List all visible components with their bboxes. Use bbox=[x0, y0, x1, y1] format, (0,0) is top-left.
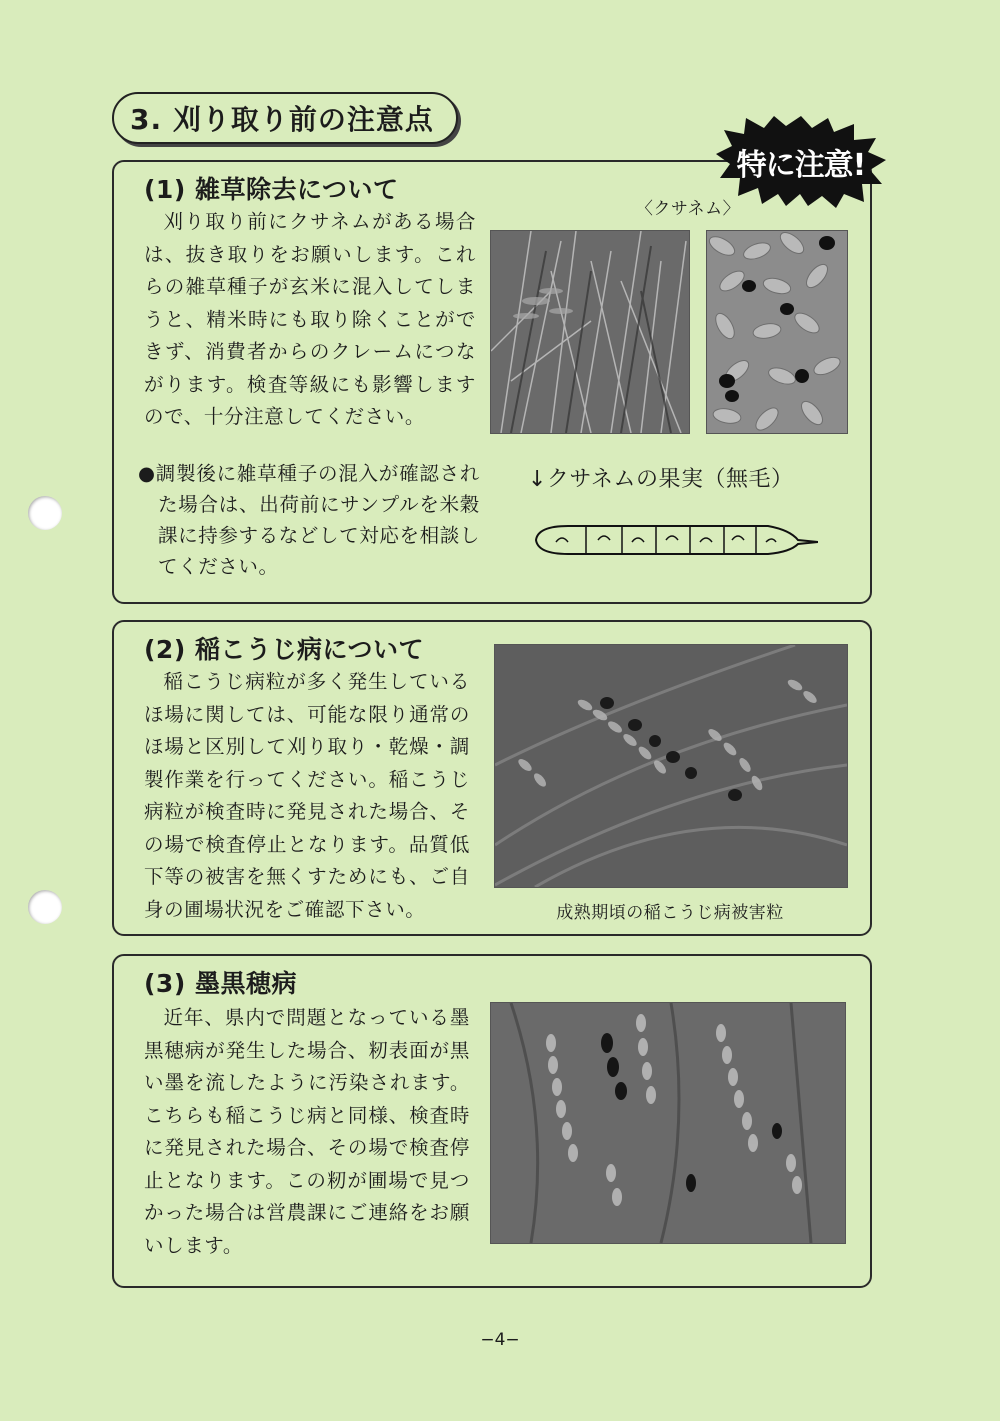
kusanemu-pod-illustration bbox=[528, 520, 818, 560]
section-2-body: 稲こうじ病粒が多く発生しているほ場に関しては、可能な限り通常のほ場と区別して刈り取り・乾燥・調製作業を行ってください。稲こうじ病粒が検査時に発見された場合、その場で検査停止となります。品質低下等の被害を無くすためにも、ご自身の圃場状況をご確認下さい。 bbox=[144, 670, 470, 921]
section-weed-removal bbox=[112, 160, 872, 604]
section-3-body: 近年、県内で問題となっている墨黒穂病が発生した場合、籾表面が黒い墨を流したように汚染されます。こちらも稲こうじ病と同様、検査時に発見された場合、その場で検査停止となります。この籾が圃場で見つかった場合は営農課にご連絡をお願いします。 bbox=[144, 1006, 470, 1257]
caution-badge-text: 特に注意! bbox=[736, 148, 866, 183]
kusanemu-seeds-photo bbox=[706, 230, 848, 434]
page-title-text: 3. 刈り取り前の注意点 bbox=[130, 103, 434, 136]
page-title bbox=[112, 92, 458, 144]
kernel-smut-photo bbox=[490, 1002, 846, 1244]
punch-hole-top bbox=[28, 496, 62, 530]
false-smut-photo bbox=[494, 644, 848, 888]
section-false-smut bbox=[112, 620, 872, 936]
section-kernel-smut bbox=[112, 954, 872, 1288]
punch-hole-bottom bbox=[28, 890, 62, 924]
section-2-heading: (2) 稲こうじ病について bbox=[144, 635, 424, 664]
kusanemu-fruit-caption: ↓クサネムの果実（無毛） bbox=[528, 467, 794, 492]
kusanemu-field-photo bbox=[490, 230, 690, 434]
section-3-heading: (3) 墨黒穂病 bbox=[144, 969, 297, 998]
section-1-heading: (1) 雑草除去について bbox=[144, 175, 399, 204]
section-1-note: ●調製後に雑草種子の混入が確認された場合は、出荷前にサンプルを米穀課に持参するなどして対応を相談してください。 bbox=[138, 462, 480, 578]
false-smut-caption: 成熟期頃の稲こうじ病被害粒 bbox=[556, 903, 784, 923]
section-1-body: 刈り取り前にクサネムがある場合は、抜き取りをお願いします。これらの雑草種子が玄米に混入してしまうと、精米時にも取り除くことができず、消費者からのクレームにつながります。検査等級にも影響しますので、十分注意してください。 bbox=[144, 210, 476, 428]
kusanemu-label: 〈クサネム〉 bbox=[635, 199, 741, 219]
page-number: −4− bbox=[480, 1330, 520, 1350]
caution-badge bbox=[716, 116, 886, 208]
